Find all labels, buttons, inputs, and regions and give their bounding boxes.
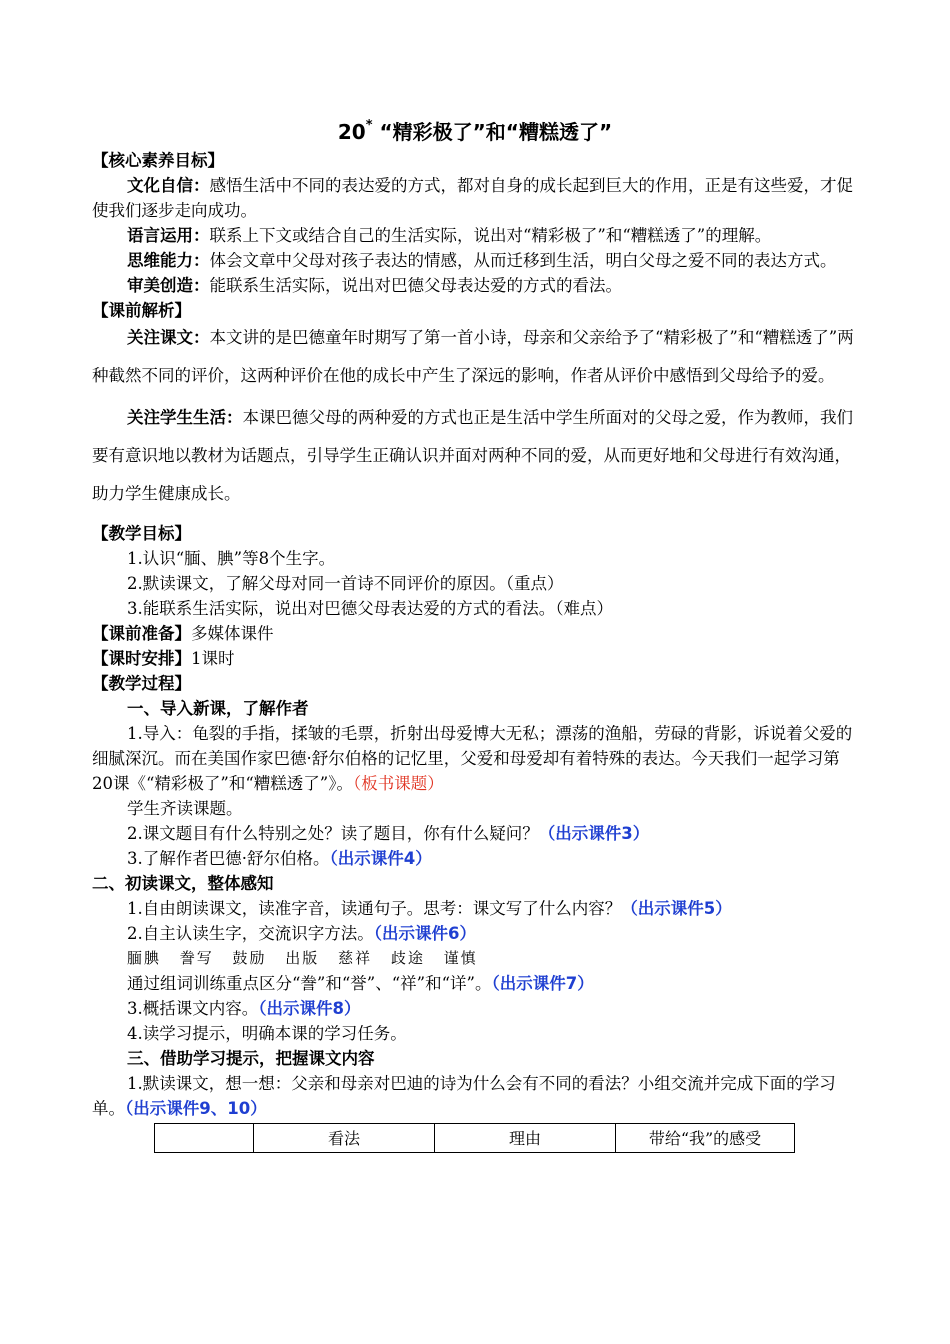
analysis-item [92, 399, 860, 513]
core-item-text: 感悟生活中不同的表达爱的方式，都对自身的成长起到巨大的作用，正是有这些爱，才促使我们逐步走向成功。 [92, 176, 853, 220]
board-note: （板书课题） [353, 774, 444, 793]
title-number: 20 [337, 120, 366, 144]
step-paragraph [92, 996, 860, 1021]
table-header-row [155, 1124, 795, 1153]
table-header-cell: 看法 [254, 1124, 435, 1153]
core-item [92, 173, 860, 223]
analysis-item-label: 关注课文： [127, 328, 210, 347]
study-sheet-table [154, 1123, 795, 1153]
courseware-note: （出示课件3） [538, 824, 650, 843]
step-paragraph: 学生齐读课题。 [127, 799, 243, 818]
page-title [0, 116, 950, 145]
step-text: 1.默读课文，想一想：父亲和母亲对巴迪的诗为什么会有不同的看法？小组交流并完成下面的学习单。 [92, 1074, 836, 1118]
section-heading-analysis: 【课前解析】 [92, 301, 191, 320]
section-heading-process: 【教学过程】 [92, 674, 191, 693]
prep-text: 多媒体课件 [191, 624, 274, 643]
new-characters: 腼腆 誊写 鼓励 出版 慈祥 歧途 谨慎 [127, 949, 478, 967]
step-paragraph [92, 921, 860, 946]
time-heading: 【课时安排】 [92, 649, 191, 668]
courseware-note: （出示课件9、10） [125, 1099, 267, 1118]
step-paragraph [92, 1071, 860, 1121]
prep-heading: 【课前准备】 [92, 624, 191, 643]
courseware-note: （出示课件6） [373, 924, 476, 943]
core-item-text: 能联系生活实际，说出对巴德父母表达爱的方式的看法。 [209, 276, 622, 295]
core-item [92, 273, 860, 298]
goal-item: 3.能联系生活实际，说出对巴德父母表达爱的方式的看法。（难点） [127, 599, 613, 618]
core-item-label: 审美创造： [127, 276, 210, 295]
step-title: 一、导入新课，了解作者 [127, 699, 309, 718]
step-paragraph [92, 821, 860, 846]
courseware-note: （出示课件8） [258, 999, 361, 1018]
courseware-note: （出示课件7） [491, 974, 594, 993]
core-item-label: 语言运用： [127, 226, 210, 245]
analysis-item-label: 关注学生生活： [127, 408, 243, 427]
step-paragraph [92, 721, 860, 796]
core-item [92, 248, 860, 273]
step-paragraph [92, 971, 860, 996]
core-item-label: 思维能力： [127, 251, 210, 270]
step-title: 二、初读课文，整体感知 [92, 874, 274, 893]
step-text: 3.概括课文内容。 [127, 999, 259, 1018]
section-heading-core: 【核心素养目标】 [92, 151, 224, 170]
time-line [92, 646, 860, 671]
step-paragraph [92, 896, 860, 921]
step-text: 3.了解作者巴德·舒尔伯格。 [127, 849, 330, 868]
time-text: 1课时 [191, 649, 235, 668]
title-star: * [365, 118, 373, 134]
table-header-cell: 带给“我”的感受 [616, 1124, 795, 1153]
prep-line [92, 621, 860, 646]
step-title: 三、借助学习提示，把握课文内容 [127, 1049, 375, 1068]
section-heading-goals: 【教学目标】 [92, 524, 191, 543]
core-item-label: 文化自信： [127, 176, 210, 195]
document-body [92, 148, 860, 1153]
step-text: 1.自由朗读课文，读准字音，读通句子。思考：课文写了什么内容？ [127, 899, 622, 918]
goal-item: 2.默读课文，了解父母对同一首诗不同评价的原因。（重点） [127, 574, 564, 593]
core-item [92, 223, 860, 248]
core-item-text: 联系上下文或结合自己的生活实际，说出对“精彩极了”和“糟糕透了”的理解。 [209, 226, 772, 245]
step-text: 1.导入：龟裂的手指，揉皱的毛票，折射出母爱博大无私；漂荡的渔船，劳碌的背影，诉说着父爱的细腻深沉。而在美国作家巴德·舒尔伯格的记忆里，父爱和母爱却有着特殊的表达。今天我们一起学习第20课《“精彩极了”和“糟糕透了”》。 [92, 724, 853, 793]
step-text: 2.自主认读生字，交流识字方法。 [127, 924, 374, 943]
step-paragraph [92, 846, 860, 871]
title-text: “精彩极了”和“糟糕透了” [379, 120, 613, 144]
table-header-cell [155, 1124, 254, 1153]
core-item-text: 体会文章中父母对孩子表达的情感，从而迁移到生活，明白父母之爱不同的表达方式。 [209, 251, 837, 270]
goal-item: 1.认识“腼、腆”等8个生字。 [127, 549, 336, 568]
courseware-note: （出示课件5） [621, 899, 732, 918]
step-paragraph: 4.读学习提示，明确本课的学习任务。 [127, 1024, 407, 1043]
analysis-item-text: 本课巴德父母的两种爱的方式也正是生活中学生所面对的父母之爱，作为教师，我们要有意识地以教材为话题点，引导学生正确认识并面对两种不同的爱，从而更好地和父母进行有效沟通，助力学生健康成长。 [92, 408, 853, 503]
courseware-note: （出示课件4） [329, 849, 432, 868]
analysis-item [92, 319, 860, 395]
step-text: 通过组词训练重点区分“誊”和“誉”、“祥”和“详”。 [127, 974, 492, 993]
table-header-cell: 理由 [435, 1124, 616, 1153]
step-text: 2.课文题目有什么特别之处？读了题目，你有什么疑问？ [127, 824, 539, 843]
analysis-item-text: 本文讲的是巴德童年时期写了第一首小诗，母亲和父亲给予了“精彩极了”和“糟糕透了”两种截然不同的评价，这两种评价在他的成长中产生了深远的影响，作者从评价中感悟到父母给予的爱。 [92, 328, 854, 385]
